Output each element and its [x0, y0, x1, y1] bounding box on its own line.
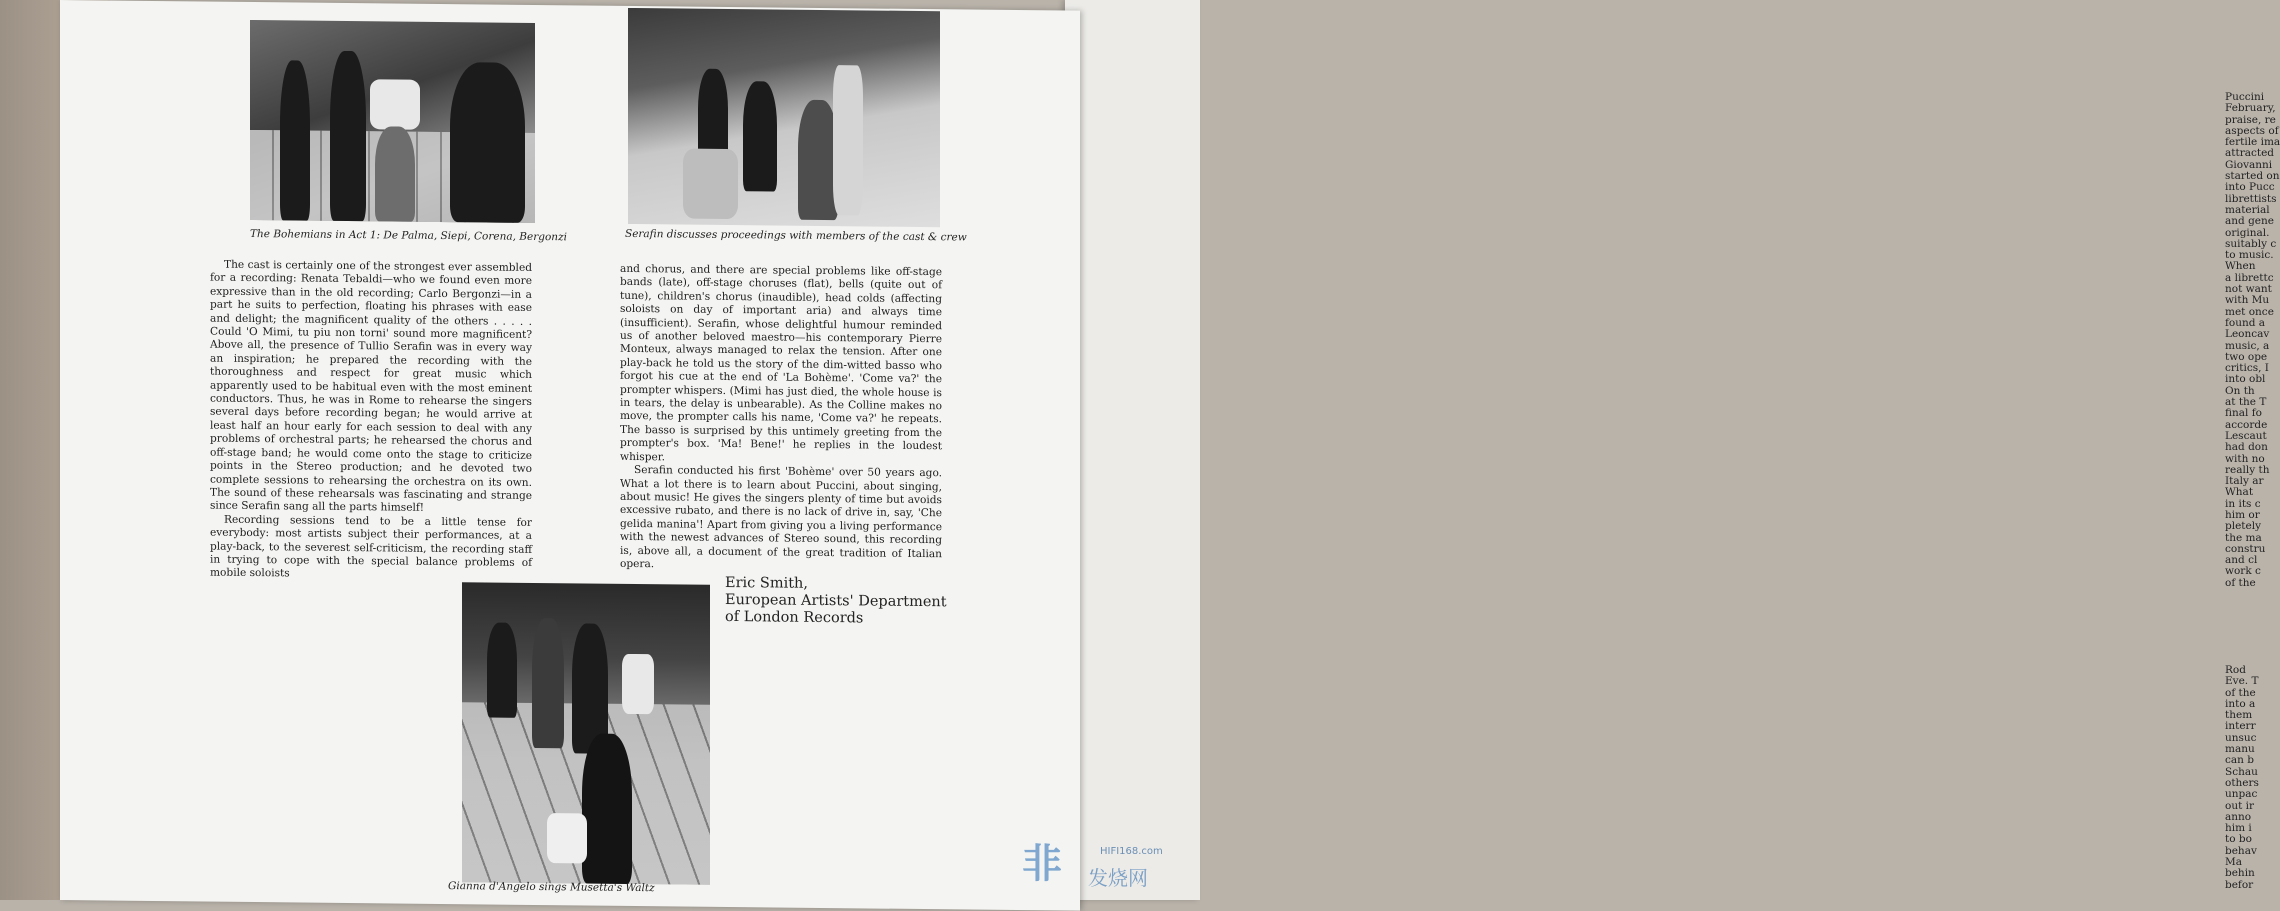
right-page-line: attracted	[2225, 147, 2275, 160]
signature-department: European Artists' Department	[725, 591, 947, 611]
right-page-line: unsuc	[2225, 731, 2257, 744]
right-page-line: Giovanni	[2225, 158, 2273, 171]
caption-photo-gianna: Gianna d'Angelo sings Musetta's Waltz	[448, 880, 655, 895]
signature-block	[725, 575, 947, 628]
right-page-line: original.	[2225, 226, 2270, 239]
right-page-line: started on	[2225, 170, 2280, 183]
paragraph: Recording sessions tend to be a little tense for everybody: most artists subject their performances, at a play-back, to the severest self-criticism, the recording staff in trying to cope with the special balance problems of mobile soloists	[210, 513, 532, 580]
right-page-line: Puccini	[2225, 91, 2265, 103]
right-page-line: met once	[2225, 305, 2274, 318]
right-page-line: them	[2225, 709, 2253, 722]
right-page-line: anno	[2225, 810, 2252, 823]
right-page-line: Rod	[2225, 664, 2246, 676]
right-page-line: manu	[2225, 743, 2255, 756]
figure	[450, 62, 525, 223]
right-page-line: behin	[2225, 867, 2255, 880]
signature-company: of London Records	[725, 608, 864, 627]
adjacent-page	[1065, 0, 2280, 900]
right-page-line: at the T	[2225, 396, 2267, 409]
figure	[280, 60, 310, 220]
right-page-line: Schau	[2225, 765, 2258, 778]
right-page-column-bottom	[2225, 665, 2265, 891]
sheet-music	[547, 813, 587, 863]
right-page-line: interr	[2225, 720, 2256, 733]
figure	[375, 126, 415, 221]
right-page-line: Eve. T	[2225, 675, 2259, 688]
right-page-line: with Mu	[2225, 294, 2270, 307]
right-page-line: to bo	[2225, 833, 2252, 846]
right-page-line: found a	[2225, 316, 2266, 329]
figure	[743, 81, 777, 191]
right-page-line: Leoncav	[2225, 328, 2270, 341]
right-page-line: When	[2225, 260, 2256, 273]
paragraph: and chorus, and there are special problems like off-stage bands (late), off-stage choruses (flat), bells (quite out of tune), children's chorus (inaudible), head colds (affecting soloists on day of important aria) and always time (insufficient). Serafin, whose delightful humour reminded us of another beloved maestro—his contemporary Pierre Monteux, always managed to relax the tension. After one play-back he told us the story of the dim-witted basso who forgot his cue at the end of 'La Bohème'. 'Come va?' the prompter whispers. (Mimi has just died, the whole house is in tears, the delay is unbearable). As the Colline makes no move, the prompter calls his name, 'Come va?' he repeats. The basso is surprised by this untimely greeting from the prompter's box. 'Ma! Bene!' he replies in the loudest whisper.	[620, 262, 942, 464]
watermark-text: 发烧网	[1088, 866, 1148, 890]
right-page-line: him or	[2225, 508, 2260, 521]
right-page-line: Ma	[2225, 856, 2243, 869]
figure-shirt	[833, 65, 863, 215]
right-page-line: aspects of	[2225, 124, 2279, 137]
right-page-line: February,	[2225, 102, 2276, 115]
figure	[487, 622, 517, 717]
figure	[532, 618, 564, 748]
right-page-line: into a	[2225, 697, 2256, 710]
right-page-line: On th	[2225, 384, 2255, 397]
right-page-line: behav	[2225, 844, 2257, 857]
right-page-line: librettists	[2225, 192, 2277, 205]
booklet-page	[60, 0, 1080, 911]
right-page-line: befor	[2225, 878, 2254, 891]
figure	[330, 51, 366, 221]
right-page-line: material	[2225, 203, 2270, 216]
right-page-line: final fo	[2225, 407, 2262, 420]
watermark	[1020, 828, 1200, 894]
watermark-logo-icon: 非	[1022, 841, 1062, 887]
right-page-line: constru	[2225, 542, 2266, 555]
right-page-line: in its c	[2225, 497, 2261, 510]
figure-shirt	[370, 79, 420, 130]
right-page-line: music, a	[2225, 339, 2270, 352]
photo-bohemians	[250, 20, 535, 223]
photo-gianna	[462, 582, 710, 885]
right-page-line: can b	[2225, 754, 2254, 767]
paragraph: Serafin conducted his first 'Bohème' over 50 years ago. What a lot there is to learn about Puccini, about singing, about music! He gives the singers plenty of time but avoids excessive rubato, and there is no lack of drive in, say, 'Che gelida manina'! Apart from giving you a living performance with the newest advances of Stereo sound, this recording is, above all, a document of the great tradition of Italian opera.	[620, 464, 942, 571]
figure-singer	[582, 733, 632, 884]
right-page-line: two ope	[2225, 350, 2268, 363]
caption-photo-bohemians: The Bohemians in Act 1: De Palma, Siepi, Corena, Bergonzi	[250, 227, 567, 244]
right-page-line: fertile ima	[2225, 136, 2280, 149]
right-page-line: with no	[2225, 452, 2265, 465]
right-page-line: others	[2225, 776, 2259, 789]
right-page-line: critics, I	[2225, 362, 2269, 375]
right-page-line: praise, re	[2225, 113, 2276, 126]
figure-shirt	[683, 149, 738, 220]
right-page-line: Italy ar	[2225, 475, 2264, 488]
right-page-line: a librettc	[2225, 271, 2274, 284]
paragraph: The cast is certainly one of the strongest ever assembled for a recording: Renata Tebaldi—who we found even more expressive than in the old recording; Carlo Bergonzi—in a part he suits to perfection, floating his phrases with ease and delight; the magnificent quality of the others . . . . . Could 'O Mimi, tu piu non torni' sound more magnificent? Above all, the presence of Tullio Serafin was in every way an inspiration; he prepared the recording with the thoroughness and respect for great music which apparently used to be habitual even with the most eminent conductors. Thus, he was in Rome to rehearse the singers several days before recording began; he would arrive at least half an hour early for each session to deal with any problems of orchestral parts; he rehearsed the chorus and off-stage band; he would come onto the stage to criticize points in the Stereo production; and he devoted two complete sessions to rehearsing the orchestra on its own. The sound of these rehearsals was fascinating and strange since Serafin sang all the parts himself!	[210, 258, 532, 515]
right-page-line: the ma	[2225, 531, 2262, 544]
right-page-line: of the	[2225, 576, 2256, 589]
right-page-line: pletely	[2225, 520, 2262, 533]
text-column-left	[210, 259, 532, 584]
photo-serafin	[628, 8, 940, 227]
figure-shirt	[622, 654, 654, 714]
right-page-line: suitably c	[2225, 237, 2277, 250]
right-page-line: into obl	[2225, 373, 2266, 386]
right-page-line: work c	[2225, 565, 2261, 578]
watermark-url: HIFI168.com	[1100, 846, 1163, 857]
right-page-line: to music.	[2225, 249, 2274, 262]
right-page-column-top	[2225, 91, 2280, 589]
right-page-line: What	[2225, 486, 2254, 499]
right-page-line: of the	[2225, 686, 2256, 699]
right-page-line: Lescaut	[2225, 429, 2267, 442]
right-page-line: really th	[2225, 463, 2270, 476]
right-page-line: had don	[2225, 441, 2268, 454]
right-page-line: accorde	[2225, 418, 2268, 431]
right-page-line: him i	[2225, 822, 2252, 835]
right-page-line: not want	[2225, 283, 2272, 296]
text-column-right	[620, 263, 942, 575]
right-page-line: out ir	[2225, 799, 2255, 812]
right-page-line: unpac	[2225, 788, 2258, 801]
right-page-line: and cl	[2225, 554, 2258, 567]
caption-photo-serafin: Serafin discusses proceedings with members of the cast & crew	[625, 227, 967, 244]
signature-name: Eric Smith,	[725, 574, 808, 592]
right-page-line: into Pucc	[2225, 181, 2275, 194]
figure	[798, 100, 838, 220]
right-page-line: and gene	[2225, 215, 2274, 228]
